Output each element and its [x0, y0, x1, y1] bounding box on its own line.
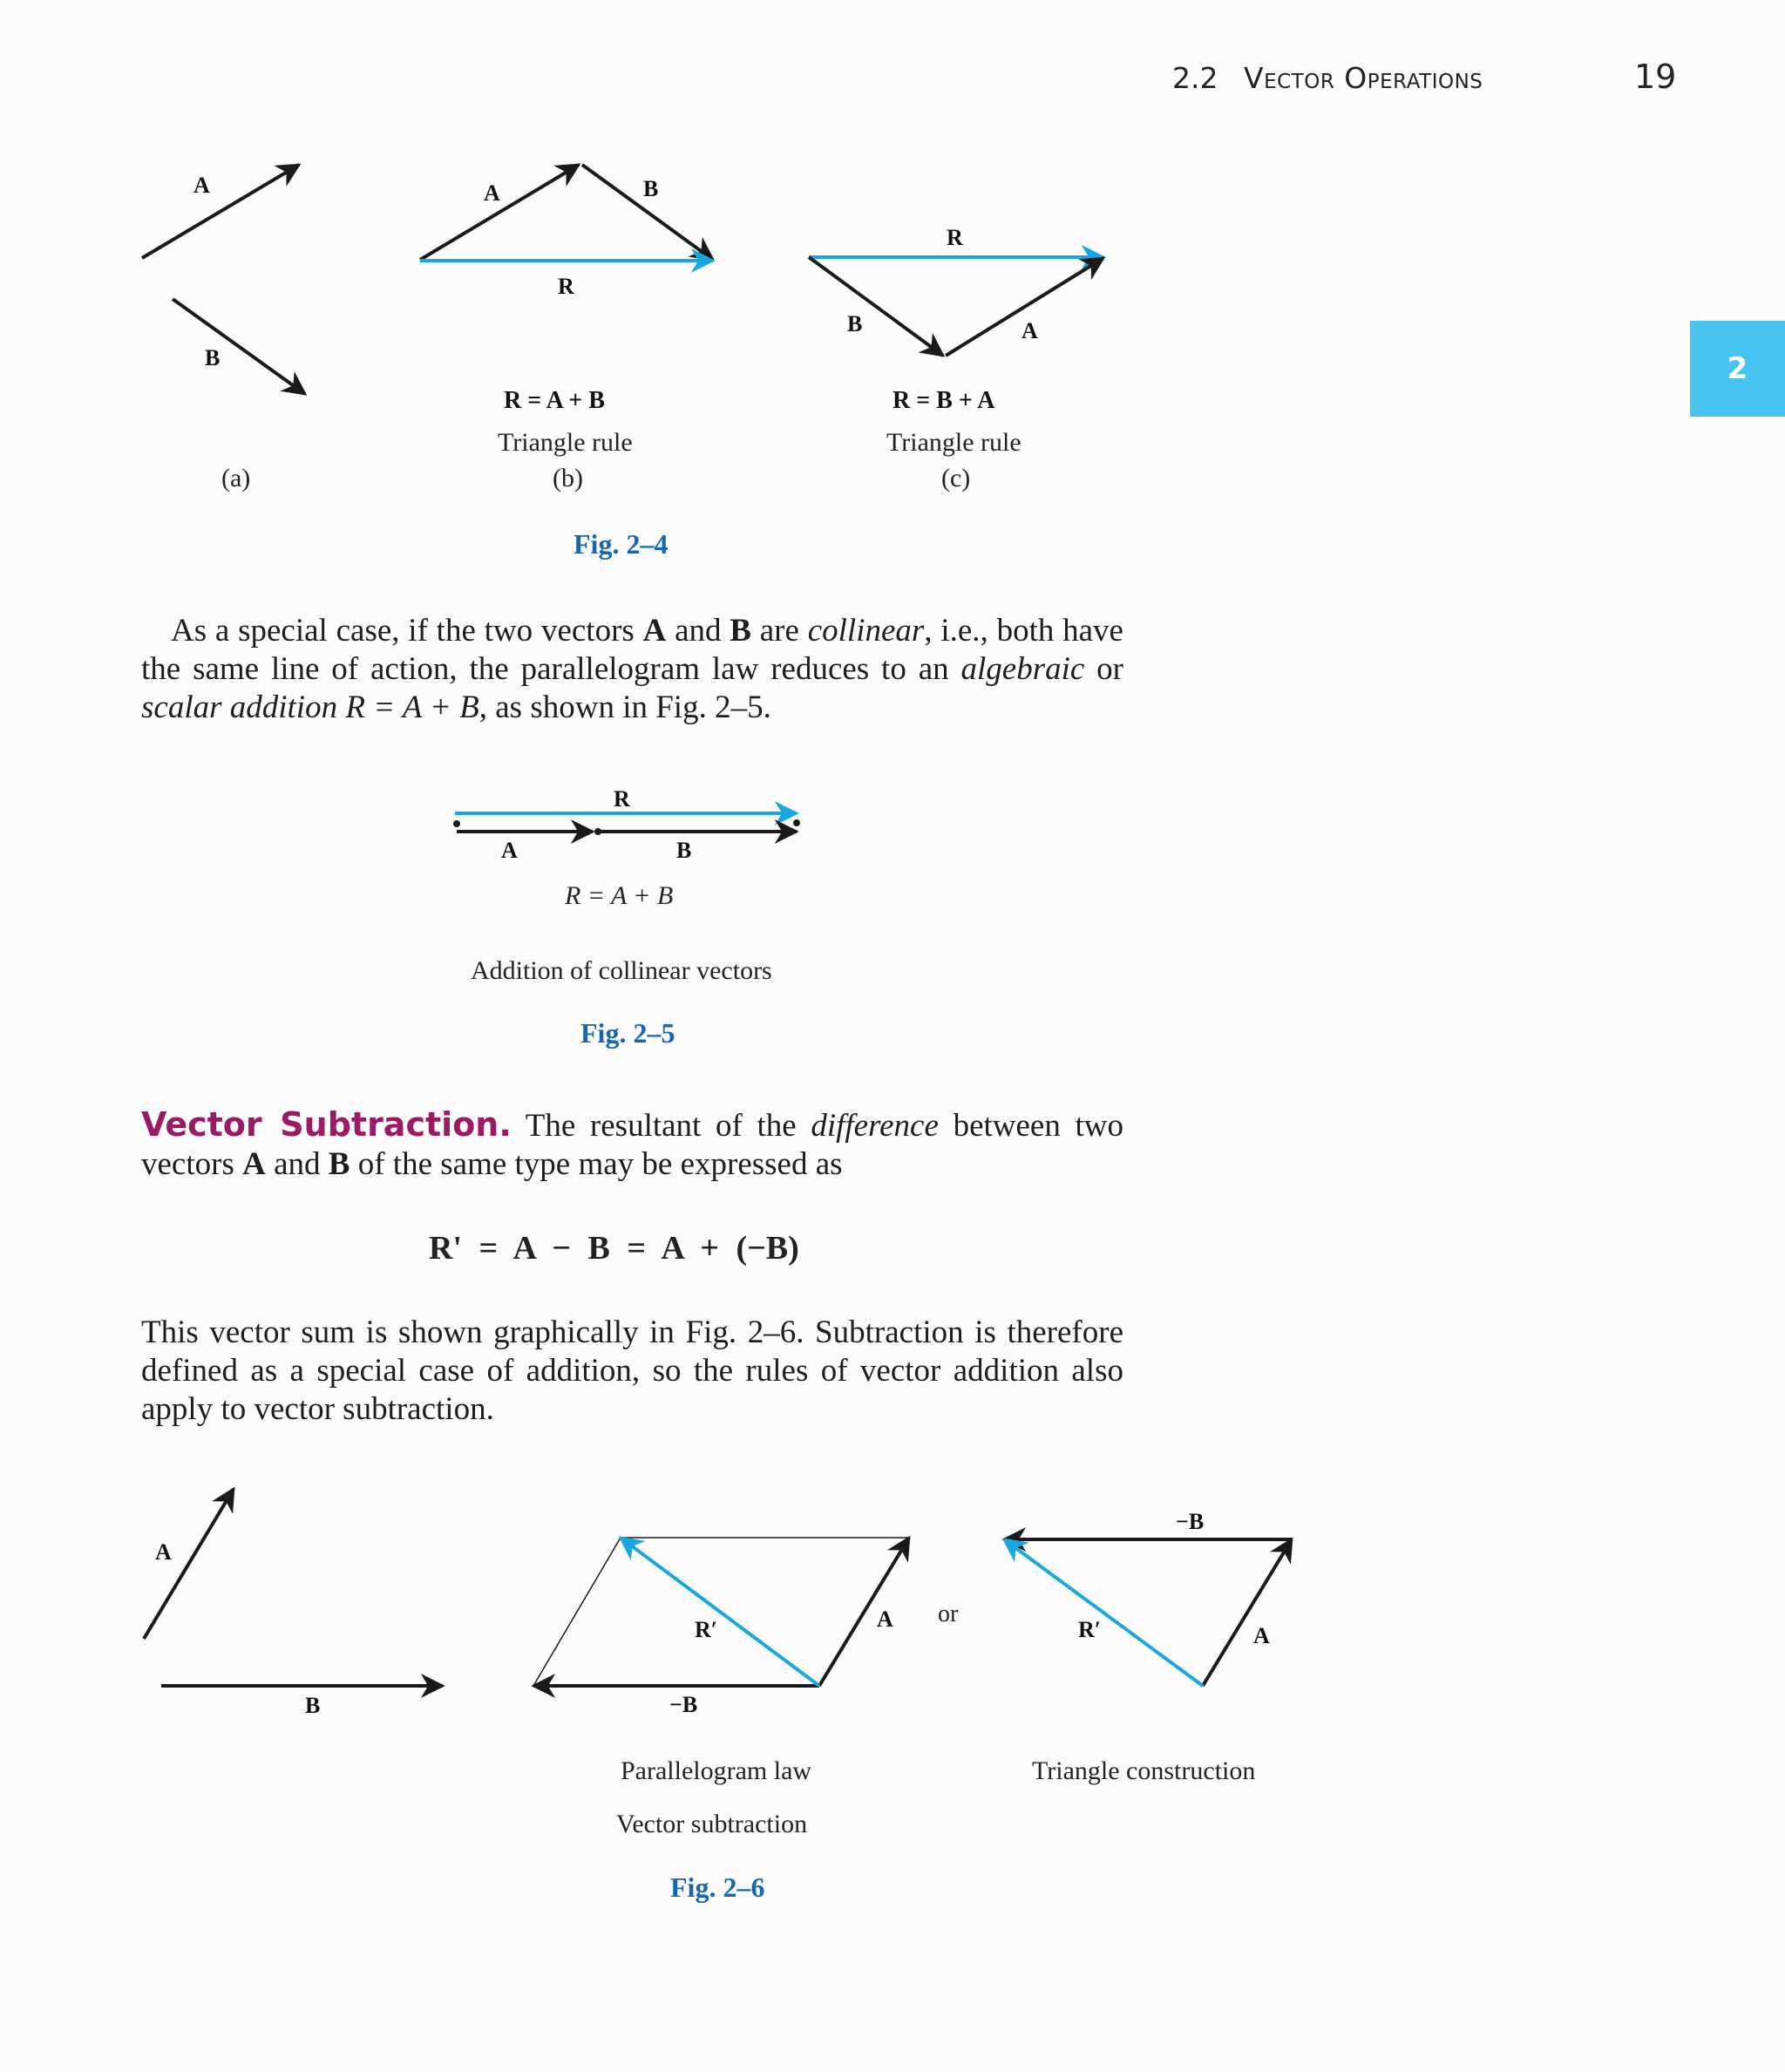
fig25-point-end — [793, 819, 800, 826]
section-title-text: Vector Operations — [1244, 61, 1483, 95]
fig26-tc-label-R: R′ — [1078, 1617, 1102, 1642]
page-number: 19 — [1634, 58, 1677, 96]
para1-text-5: or — [1084, 651, 1124, 687]
fig24b-label-B: B — [643, 176, 659, 201]
section-number: 2.2 — [1172, 61, 1218, 95]
fig24b-vector-A — [420, 165, 579, 260]
para1-algebraic: algebraic — [960, 651, 1085, 687]
sub-text-4: of the same type may be expressed as — [350, 1146, 843, 1182]
fig24c-label-A: A — [1021, 318, 1038, 343]
subtraction-equation: R' = A − B = A + (−B) — [429, 1230, 799, 1267]
para1-text-4: , i.e., both have the same line of action, the parallelogram law reduces to an — [141, 613, 1123, 687]
fig26-tc-vector-A — [1203, 1539, 1292, 1686]
fig24a-vector-B — [173, 299, 305, 394]
fig24a-label-A: A — [193, 173, 210, 198]
fig26-tc-caption: Triangle construction — [1032, 1756, 1256, 1785]
fig26-title: Fig. 2–6 — [670, 1872, 765, 1903]
fig24a-vector-A — [142, 165, 299, 258]
fig25-label-R: R — [614, 786, 630, 812]
fig25-label-B: B — [676, 838, 692, 863]
fig26-or: or — [938, 1600, 959, 1627]
fig24b-caption: (b) — [553, 464, 583, 493]
fig26-pl-caption: Parallelogram law — [621, 1756, 812, 1785]
fig26-pl-vector-A — [819, 1538, 909, 1686]
fig24b-equation: R = A + B — [504, 387, 605, 414]
paragraph-collinear — [141, 612, 1123, 727]
paragraph-graphical: This vector sum is shown graphically in Fig. 2–6. Subtraction is therefore defined as a special case of addition, so the rules of vector addition also apply to vector subtraction. — [141, 1315, 1123, 1427]
fig24c-vector-B — [809, 257, 943, 356]
fig26-tc-resultant-R — [1004, 1539, 1203, 1686]
sub-vector-B: B — [328, 1146, 350, 1182]
sub-text-2: between two vectors — [141, 1108, 1123, 1182]
fig24c-label-B: B — [847, 311, 863, 336]
section-heading-vector-subtraction: Vector Subtraction. — [141, 1105, 512, 1144]
para1-vector-A: A — [642, 613, 667, 649]
fig26-subtitle: Vector subtraction — [616, 1810, 808, 1838]
paragraph-subtraction — [141, 1105, 1123, 1184]
fig25-title: Fig. 2–5 — [580, 1017, 675, 1049]
fig24c-equation: R = B + A — [892, 387, 995, 414]
fig24c-label-R: R — [947, 225, 963, 250]
sub-difference: difference — [811, 1108, 939, 1144]
fig24a-label-B: B — [205, 345, 221, 370]
fig24a-caption: (a) — [221, 464, 251, 493]
fig26-pl-resultant-R — [621, 1538, 819, 1686]
para1-scalar-addition: scalar addition R = A + B — [141, 690, 479, 725]
para1-text-2: and — [666, 613, 730, 649]
para1-text-6: , as shown in Fig. 2–5. — [478, 690, 771, 725]
sub-vector-A: A — [242, 1146, 266, 1182]
fig24c-caption: (c) — [941, 464, 971, 493]
fig25-label-A: A — [501, 838, 518, 863]
sub-text-3: and — [265, 1146, 329, 1182]
fig26-tc-label-negB: −B — [1176, 1509, 1205, 1534]
fig26-parallelogram-left-edge — [533, 1538, 621, 1686]
fig26-label-A: A — [155, 1539, 172, 1565]
fig26-label-B: B — [305, 1693, 321, 1718]
fig25-point-mid — [594, 828, 601, 835]
fig25-equation: R = A + B — [565, 881, 674, 910]
para1-text-3: are — [750, 613, 808, 649]
para1-vector-B: B — [730, 613, 751, 649]
fig26-pl-label-A: A — [877, 1607, 893, 1632]
fig24b-label-R: R — [558, 274, 574, 299]
sub-text-1: The resultant of the — [511, 1108, 811, 1144]
fig24b-rule: Triangle rule — [498, 428, 633, 457]
fig26-pl-label-R: R′ — [695, 1617, 718, 1642]
fig24c-rule: Triangle rule — [886, 428, 1021, 457]
fig26-pl-label-negB: −B — [669, 1692, 698, 1717]
fig24-title: Fig. 2–4 — [574, 528, 669, 560]
fig25-point-start — [453, 820, 460, 827]
fig26-tc-label-A: A — [1253, 1623, 1270, 1648]
fig24b-label-A: A — [484, 180, 500, 206]
fig25-caption: Addition of collinear vectors — [471, 956, 772, 985]
para1-text-1: As a special case, if the two vectors — [171, 613, 643, 649]
para1-collinear: collinear — [807, 613, 925, 649]
chapter-tab[interactable]: 2 — [1690, 321, 1785, 417]
